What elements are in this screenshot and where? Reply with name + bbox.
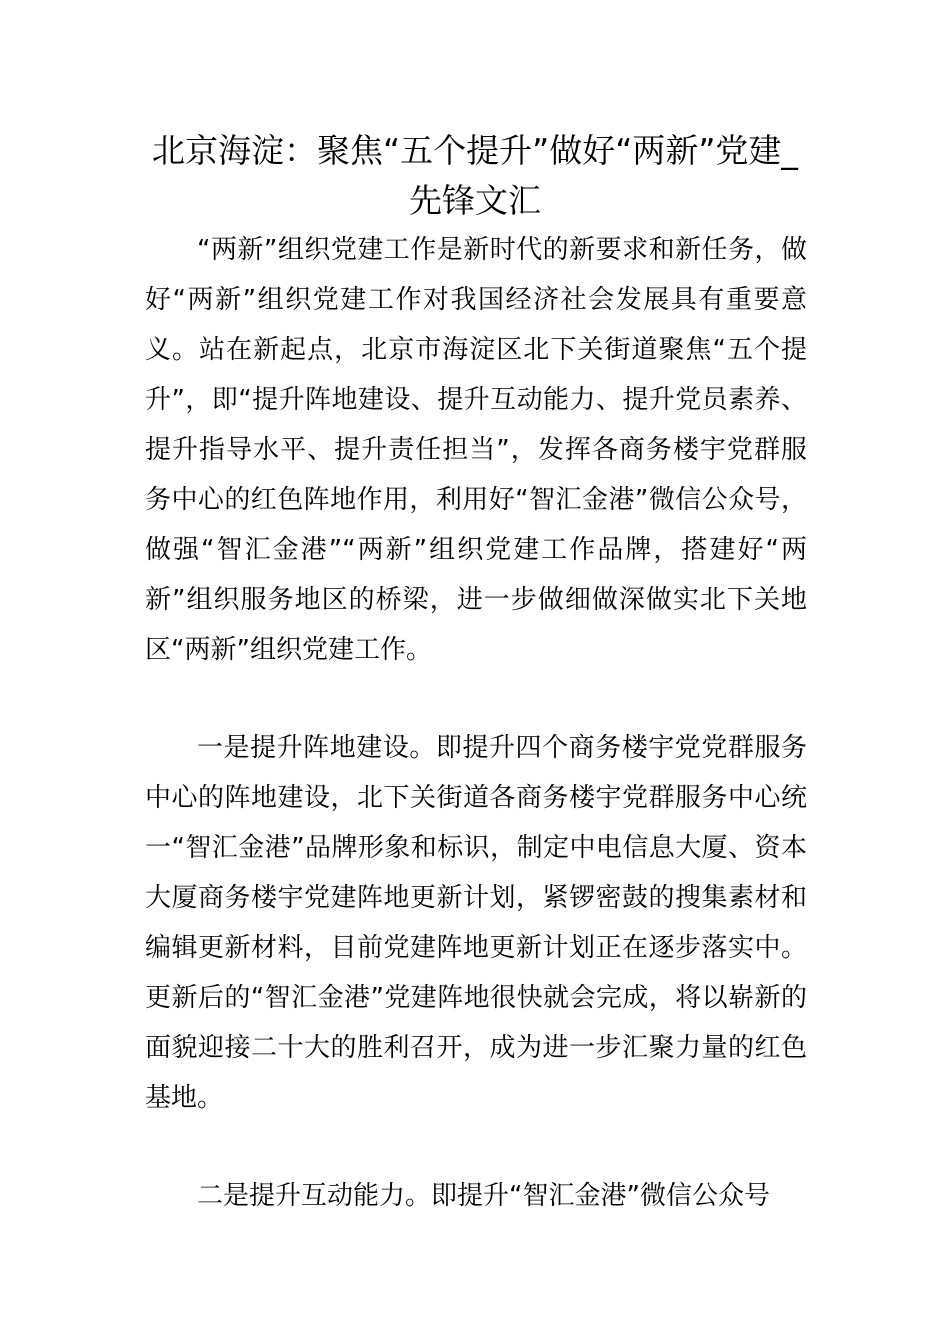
paragraph-intro: “两新”组织党建工作是新时代的新要求和新任务，做好“两新”组织党建工作对我国经济社会发展具有重要意义。站在新起点，北京市海淀区北下关街道聚焦“五个提升”，即“提升阵地建设、提升互动能力、提升党员素养、提升指导水平、提升责任担当”，发挥各商务楼宇党群服务中心的红色阵地作用，利用好“智汇金港”微信公众号，做强“智汇金港”“两新”组织党建工作品牌，搭建好“两新”组织服务地区的桥梁，进一步做细做深做实北下关地区“两新”组织党建工作。 xyxy=(145,235,807,665)
document-title: 北京海淀：聚焦“五个提升”做好“两新”党建_先锋文汇 xyxy=(152,131,798,220)
paragraph-point-one: 一是提升阵地建设。即提升四个商务楼宇党党群服务中心的阵地建设，北下关街道各商务楼宇党群服务中心统一“智汇金港”品牌形象和标识，制定中电信息大厦、资本大厦商务楼宇党建阵地更新计划，紧锣密鼓的搜集素材和编辑更新材料，目前党建阵地更新计划正在逐步落实中。更新后的“智汇金港”党建阵地很快就会完成，将以崭新的面貌迎接二十大的胜利召开，成为进一步汇聚力量的红色基地。 xyxy=(145,733,807,1113)
paragraph-point-two: 二是提升互动能力。即提升“智汇金港”微信公众号 xyxy=(197,1181,770,1211)
